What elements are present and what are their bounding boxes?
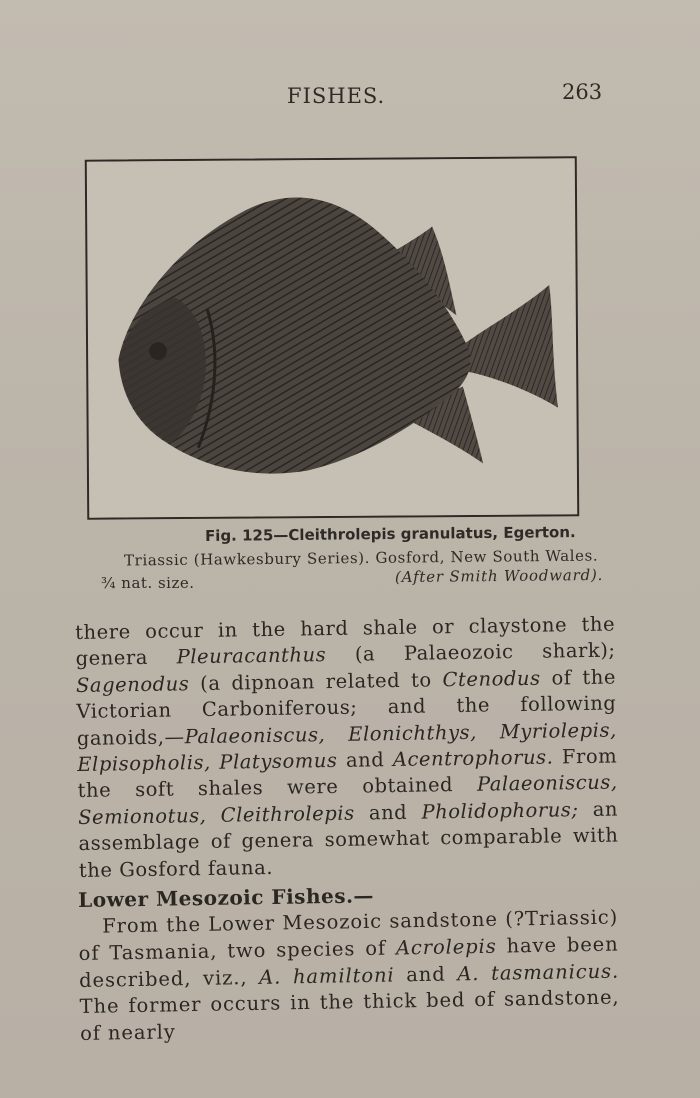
text-run: have been described, viz., bbox=[78, 932, 619, 992]
text-run: and bbox=[354, 800, 422, 825]
text-run: Pleuracanthus bbox=[176, 643, 327, 669]
text-run: and bbox=[337, 748, 394, 772]
text-run: A. tasmanicus. bbox=[457, 959, 620, 985]
text-run: The former occurs in the thick bed of sandstone, of nearly bbox=[79, 985, 620, 1046]
paragraph-2 bbox=[78, 905, 620, 1048]
paragraph-1 bbox=[75, 612, 619, 885]
running-head: FISHES. bbox=[287, 84, 386, 108]
figure-plate bbox=[85, 156, 580, 519]
text-run: an assemblage of genera somewhat comparable with the Gosford fauna. bbox=[78, 797, 619, 882]
text-run: From the soft shales were obtained bbox=[77, 744, 618, 803]
text-run: Pholidophorus; bbox=[421, 797, 579, 824]
figure-caption-scale: ¾ nat. size. bbox=[101, 574, 195, 592]
text-run: (a dipnoan related to bbox=[189, 668, 443, 696]
text-run: Palaeoniscus, Elonichthys, Myriolepis, Elpisopholis, Platysomus bbox=[77, 718, 617, 777]
figure-caption-credit: (After Smith Woodward). bbox=[394, 565, 604, 587]
text-run: there occur in the hard shale or claystone the genera bbox=[75, 612, 616, 671]
figure-caption-locality: Triassic (Hawkesbury Series). Gosford, New South Wales. bbox=[123, 546, 599, 570]
fish-eye bbox=[149, 342, 167, 360]
text-run: Acentrophorus. bbox=[392, 745, 554, 772]
body-paragraph-2 bbox=[78, 905, 620, 1048]
text-run: Sagenodus bbox=[75, 672, 190, 697]
figure-caption-title: Fig. 125—Cleithrolepis granulatus, Egerton. bbox=[204, 523, 576, 545]
text-run: From the Lower Mesozoic sandstone (?Triassic) of Tasmania, two species of bbox=[78, 905, 619, 965]
fossil-fish-illustration bbox=[87, 158, 577, 517]
text-run: Ctenodus bbox=[442, 666, 541, 692]
text-run: A. hamiltoni bbox=[258, 963, 395, 989]
text-run: Acrolepis bbox=[395, 934, 497, 960]
text-run: Palaeoniscus, Semionotus, Cleithrolepis bbox=[77, 770, 618, 829]
text-run: of the Victorian Carboniferous; and the following ganoids,— bbox=[76, 665, 617, 750]
text-run: (a Palaeozoic shark); bbox=[326, 638, 616, 667]
page-number: 263 bbox=[562, 80, 603, 104]
body-paragraph bbox=[75, 612, 619, 885]
section-heading: Lower Mesozoic Fishes.— bbox=[78, 883, 375, 912]
text-run: and bbox=[394, 961, 458, 987]
